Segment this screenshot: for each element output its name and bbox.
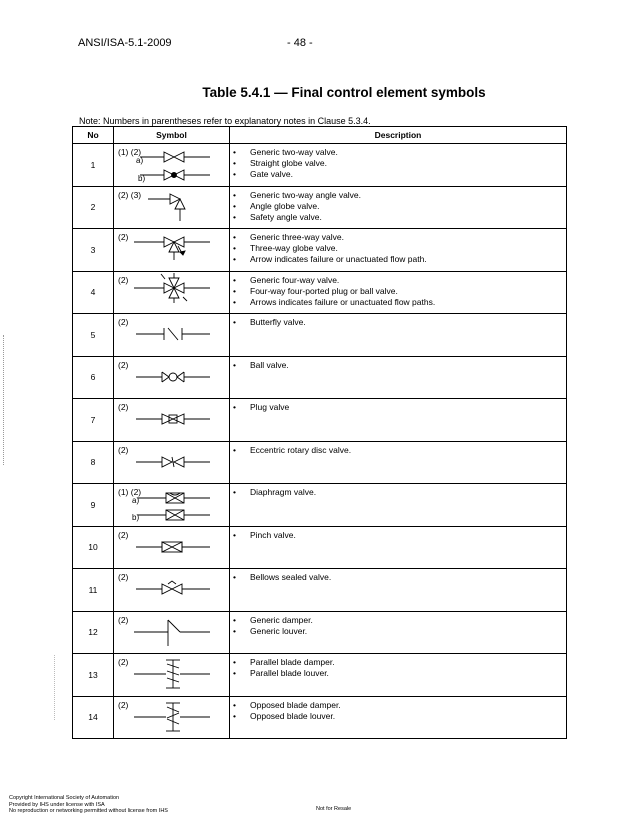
description-cell [230, 611, 567, 654]
description-item: • Bellows sealed valve. [230, 572, 566, 583]
row-number: 1 [73, 144, 114, 187]
description-cell [230, 356, 567, 399]
table-row [73, 526, 567, 569]
symbol-cell [114, 271, 230, 314]
description-item: • Parallel blade louver. [230, 668, 566, 679]
row-number: 14 [73, 696, 114, 739]
description-item: • Three-way globe valve. [230, 243, 566, 254]
row-number: 3 [73, 229, 114, 272]
table-row [73, 314, 567, 357]
description-item: • Four-way four-ported plug or ball valve. [230, 286, 566, 297]
table-row [73, 399, 567, 442]
butterfly-valve-symbol [114, 314, 230, 356]
parallel-blade-damper-symbol [114, 654, 230, 696]
row-number: 10 [73, 526, 114, 569]
symbol-cell [114, 186, 230, 229]
symbol-cell [114, 399, 230, 442]
table-row [73, 144, 567, 187]
variant-label: b) [138, 174, 146, 183]
four-way-valve-symbol [114, 272, 230, 314]
description-item: • Generic two-way angle valve. [230, 190, 566, 201]
symbol-cell [114, 314, 230, 357]
description-item: • Generic damper. [230, 615, 566, 626]
explanatory-notes: (2) [118, 657, 129, 667]
description-list [230, 272, 566, 308]
side-watermark-lower [54, 655, 57, 720]
description-item: • Straight globe valve. [230, 158, 566, 169]
description-cell [230, 696, 567, 739]
side-watermark [3, 335, 8, 465]
description-item: • Opposed blade damper. [230, 700, 566, 711]
table-row [73, 654, 567, 697]
col-header-description: Description [230, 127, 567, 144]
description-item: • Pinch valve. [230, 530, 566, 541]
explanatory-notes: (2) (3) [118, 189, 142, 200]
opposed-blade-damper-symbol [114, 697, 230, 739]
symbol-table [72, 126, 567, 739]
footer-line-3: No reproduction or networking permitted without license from IHS [9, 808, 168, 814]
explanatory-notes: (1) (2) [118, 147, 142, 157]
plug-valve-symbol [114, 399, 230, 441]
row-number: 8 [73, 441, 114, 484]
description-item: • Generic louver. [230, 626, 566, 637]
symbol-cell [114, 229, 230, 272]
description-item: • Parallel blade damper. [230, 657, 566, 668]
page-number: - 48 - [287, 37, 313, 49]
description-item: • Arrow indicates failure or unactuated flow path. [230, 254, 566, 265]
symbol-cell [114, 654, 230, 697]
table-row [73, 569, 567, 612]
description-cell [230, 229, 567, 272]
description-list [230, 229, 566, 265]
symbol-cell [114, 611, 230, 654]
table-row [73, 441, 567, 484]
description-item: • Generic three-way valve. [230, 232, 566, 243]
symbol-cell [114, 569, 230, 612]
row-number: 4 [73, 271, 114, 314]
footer-line-2: Provided by IHS under license with ISA [9, 801, 105, 808]
description-item: • Safety angle valve. [230, 212, 566, 223]
explanatory-notes: (2) [118, 444, 129, 455]
standard-id: ANSI/ISA-5.1-2009 [78, 37, 172, 49]
description-item: • Ball valve. [230, 360, 566, 371]
pinch-valve-symbol [114, 527, 230, 569]
explanatory-notes: (2) [118, 359, 129, 370]
row-number: 13 [73, 654, 114, 697]
bellows-sealed-valve-symbol [114, 569, 230, 611]
description-list [230, 144, 566, 180]
table-row [73, 611, 567, 654]
eccentric-rotary-disc-valve-symbol [114, 442, 230, 484]
explanatory-notes: (2) [118, 317, 129, 327]
description-item: • Arrows indicates failure or unactuated flow paths. [230, 297, 566, 308]
row-number: 7 [73, 399, 114, 442]
variant-label: a) [136, 156, 144, 165]
table-header-row [73, 127, 567, 144]
description-item: • Opposed blade louver. [230, 711, 566, 722]
ball-valve-symbol [114, 357, 230, 399]
description-list [230, 442, 566, 456]
row-number: 5 [73, 314, 114, 357]
three-way-valve-symbol [114, 229, 230, 271]
description-list [230, 314, 566, 328]
description-list [230, 697, 566, 722]
table-note: Note: Numbers in parentheses refer to explanatory notes in Clause 5.3.4. [79, 116, 371, 126]
explanatory-notes: (2) [118, 232, 129, 242]
footer-resale: Not for Resale [316, 806, 352, 812]
description-list [230, 399, 566, 413]
description-list [230, 654, 566, 679]
damper-symbol [114, 612, 230, 654]
row-number: 11 [73, 569, 114, 612]
row-number: 12 [73, 611, 114, 654]
description-item: • Diaphragm valve. [230, 487, 566, 498]
row-number: 6 [73, 356, 114, 399]
description-item: • Generic four-way valve. [230, 275, 566, 286]
explanatory-notes: (2) [118, 402, 129, 412]
description-list [230, 612, 566, 637]
row-number: 2 [73, 186, 114, 229]
symbol-cell [114, 144, 230, 187]
description-list [230, 187, 566, 223]
description-item: • Eccentric rotary disc valve. [230, 445, 566, 456]
col-header-symbol: Symbol [114, 127, 230, 144]
explanatory-notes: (1) (2) [118, 487, 142, 497]
description-cell [230, 484, 567, 527]
explanatory-notes: (2) [118, 614, 129, 625]
table-row [73, 186, 567, 229]
description-item: • Angle globe valve. [230, 201, 566, 212]
description-cell [230, 144, 567, 187]
row-number: 9 [73, 484, 114, 527]
explanatory-notes: (2) [118, 699, 129, 710]
table-row [73, 229, 567, 272]
description-cell [230, 314, 567, 357]
variant-label: a) [132, 496, 140, 505]
col-header-no: No [73, 127, 114, 144]
symbol-cell [114, 356, 230, 399]
description-item: • Butterfly valve. [230, 317, 566, 328]
table-row [73, 484, 567, 527]
table-row [73, 356, 567, 399]
table-row [73, 696, 567, 739]
description-item: • Gate valve. [230, 169, 566, 180]
description-list [230, 527, 566, 541]
explanatory-notes: (2) [118, 529, 129, 540]
explanatory-notes: (2) [118, 572, 129, 582]
description-cell [230, 186, 567, 229]
description-item: • Generic two-way valve. [230, 147, 566, 158]
table-row [73, 271, 567, 314]
footer-copyright [9, 795, 168, 815]
explanatory-notes: (2) [118, 274, 129, 285]
description-cell [230, 399, 567, 442]
description-item: • Plug valve [230, 402, 566, 413]
description-list [230, 484, 566, 498]
variant-label: b) [132, 513, 140, 522]
table-title: Table 5.4.1 — Final control element symbols [202, 85, 486, 100]
description-cell [230, 441, 567, 484]
symbol-cell [114, 441, 230, 484]
description-cell [230, 526, 567, 569]
description-list [230, 569, 566, 583]
symbol-cell [114, 526, 230, 569]
footer-line-1: Copyright International Society of Automation [9, 795, 120, 801]
description-cell [230, 569, 567, 612]
symbol-cell [114, 484, 230, 527]
description-cell [230, 654, 567, 697]
symbol-cell [114, 696, 230, 739]
description-list [230, 357, 566, 371]
description-cell [230, 271, 567, 314]
